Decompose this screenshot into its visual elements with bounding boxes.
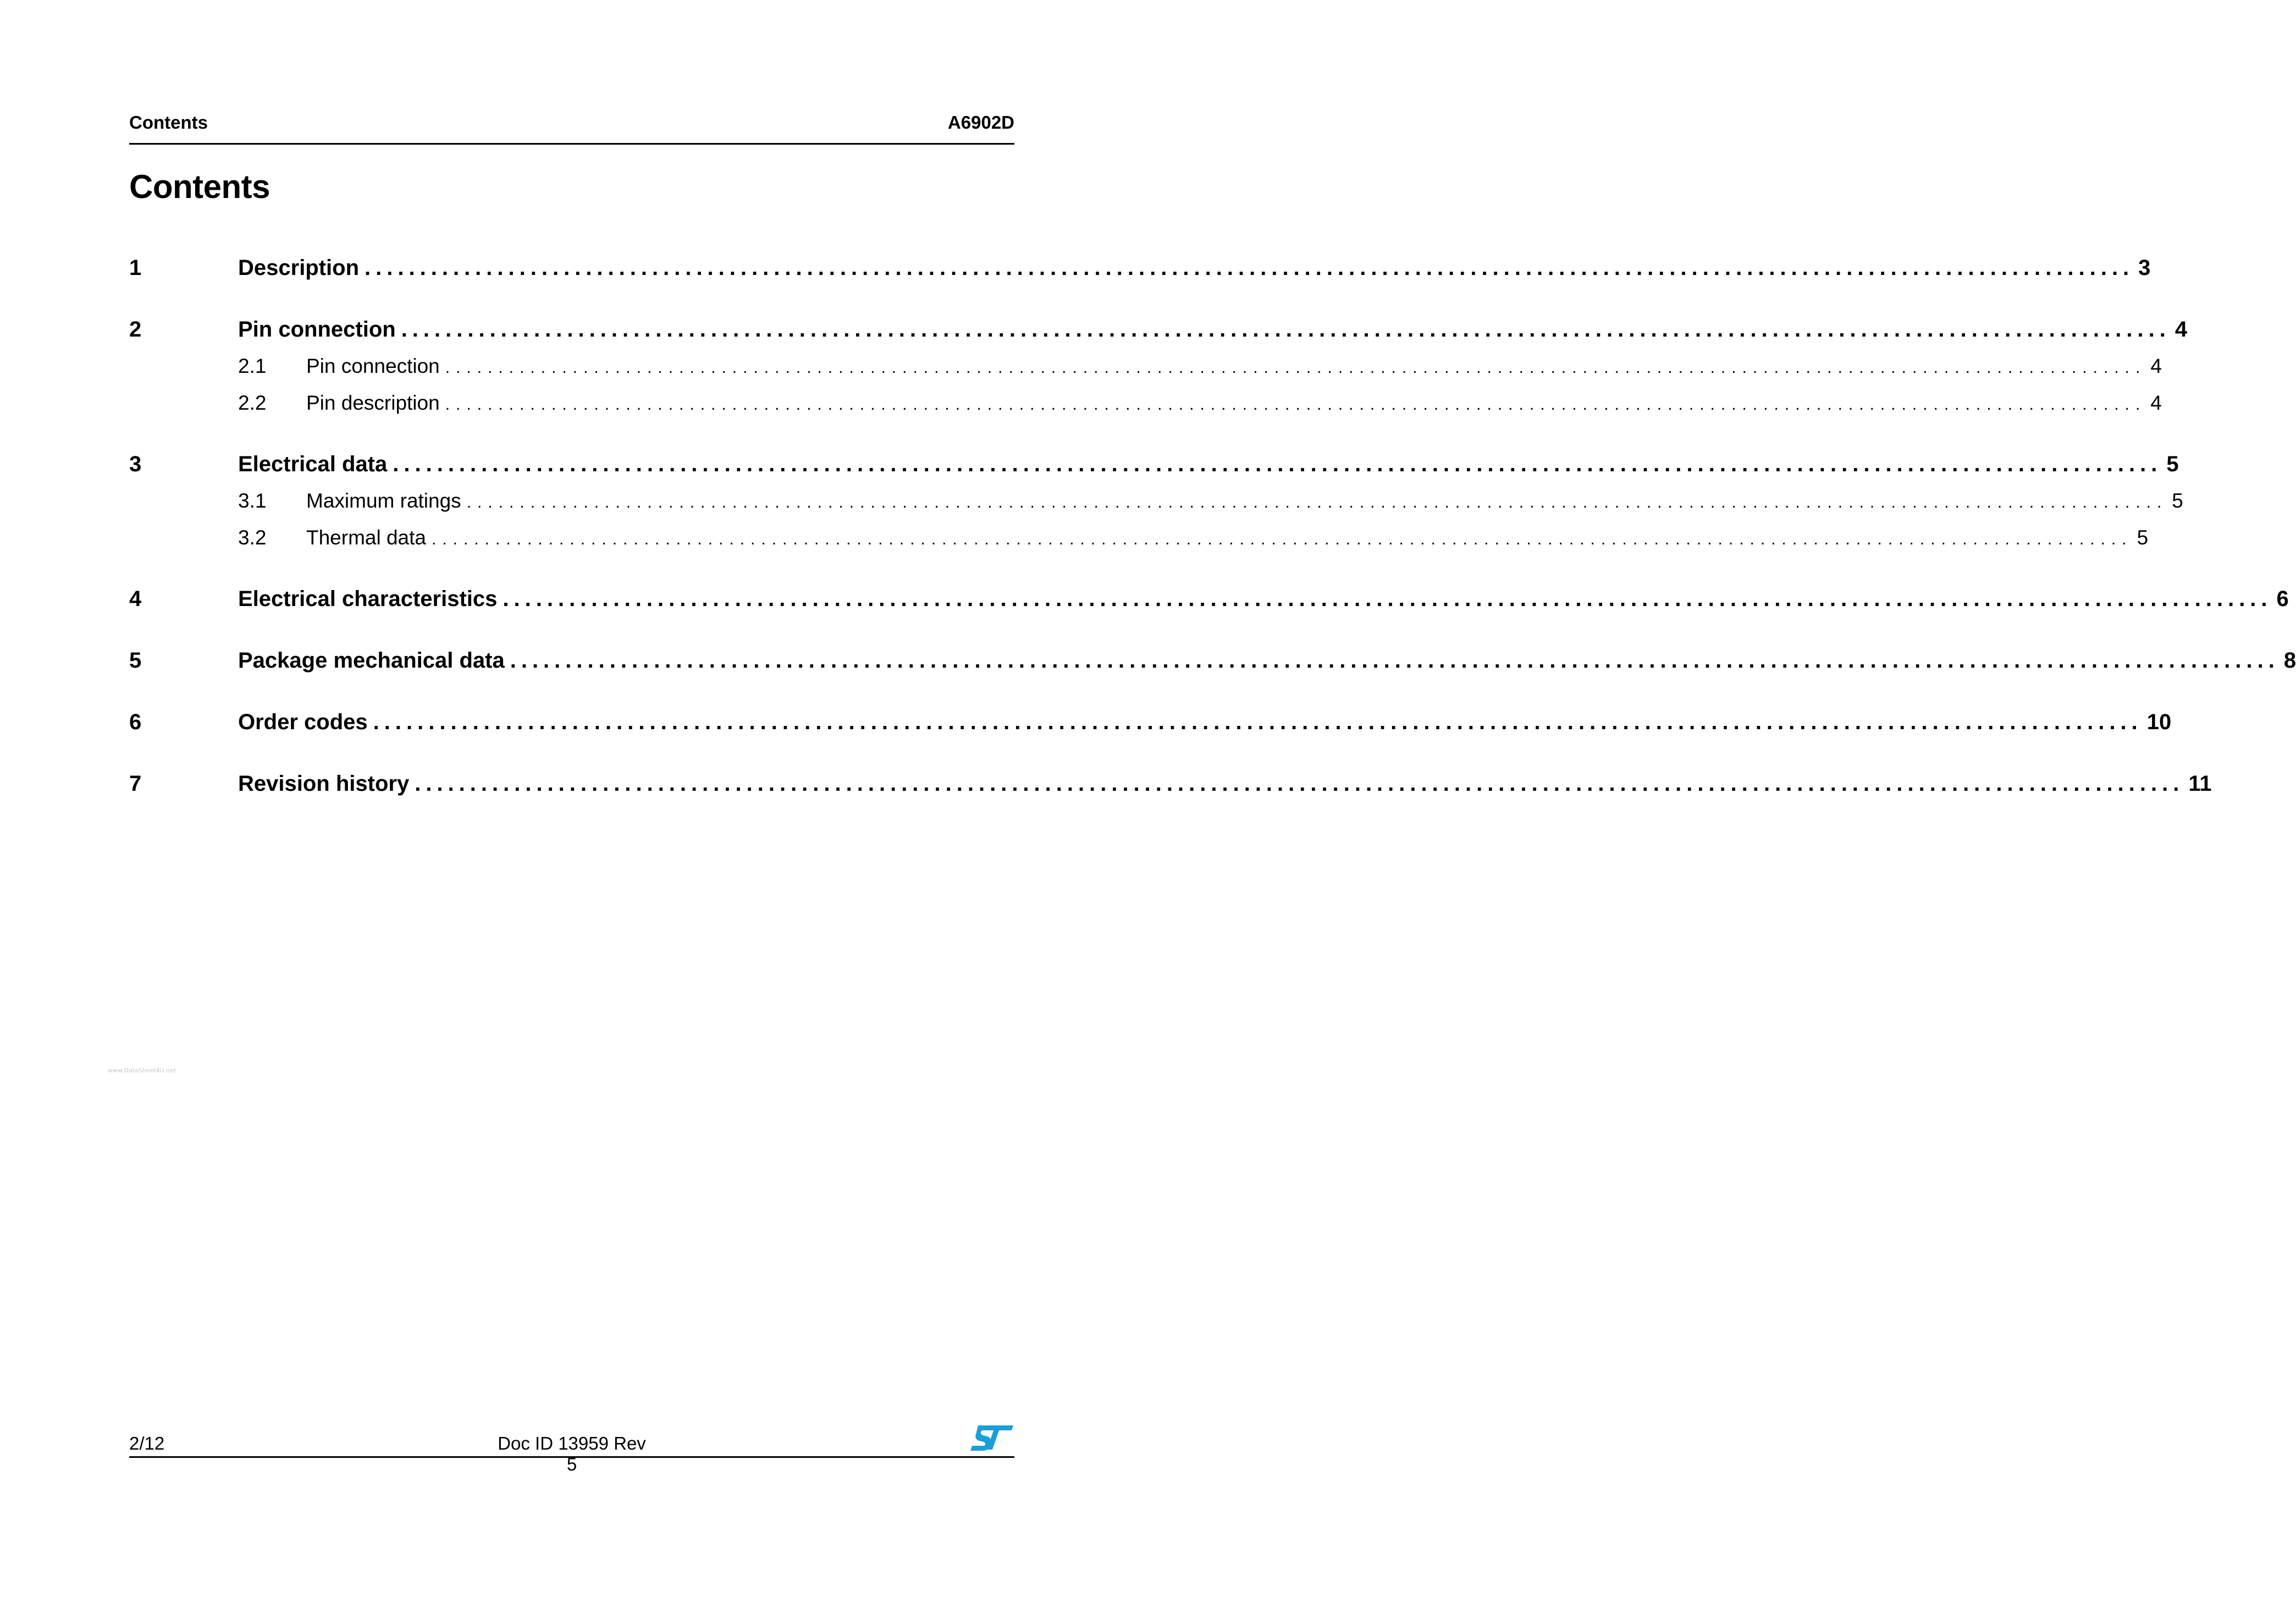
toc-subentry-2-2[interactable]	[129, 392, 2162, 452]
toc-subentry-page: 4	[2150, 355, 2162, 377]
toc-entry-number: 5	[129, 648, 142, 673]
toc-leader-dots: ................................................................................................................................................................	[365, 256, 2134, 280]
toc-subentry-label: Thermal data	[306, 526, 426, 549]
toc-entry-6[interactable]	[129, 710, 2172, 772]
running-header	[129, 110, 1014, 145]
toc-subentry-label: Pin description	[306, 392, 440, 414]
toc-subentry-number: 2.1	[238, 355, 267, 377]
running-footer	[129, 1423, 1014, 1474]
toc-subentry-label: Pin connection	[306, 355, 440, 377]
footer-page-number: 2/12	[129, 1433, 165, 1453]
toc-leader-dots: ................................................................................................................................................................	[466, 493, 2168, 511]
toc-leader-dots: ................................................................................................................................................................	[503, 587, 2272, 611]
toc-subentry-number: 3.2	[238, 526, 267, 549]
toc-entry-number: 3	[129, 452, 142, 476]
toc-leader-dots: ................................................................................................................................................................	[432, 530, 2133, 548]
toc-entry-label: Electrical data	[238, 452, 388, 476]
toc-subentry-page: 4	[2150, 392, 2162, 414]
toc-subentry-3-1[interactable]	[129, 489, 2183, 526]
toc-leader-dots: ................................................................................................................................................................	[415, 772, 2184, 796]
toc-entry-5[interactable]	[129, 648, 2296, 710]
toc-entry-3[interactable]	[129, 452, 2179, 489]
toc-entry-4[interactable]	[129, 587, 2289, 648]
toc-subentry-page: 5	[2172, 489, 2183, 512]
toc-leader-dots: ................................................................................................................................................................	[373, 710, 2143, 734]
toc-leader-dots: ................................................................................................................................................................	[393, 452, 2162, 476]
toc-entry-page: 10	[2146, 710, 2172, 734]
toc-subentry-page: 5	[2137, 526, 2149, 549]
toc-entry-page: 5	[2166, 452, 2179, 476]
toc-leader-dots: ................................................................................................................................................................	[401, 317, 2171, 342]
toc-leader-dots: ................................................................................................................................................................	[510, 648, 2280, 673]
watermark-text: www.DataSheet4U.net	[108, 1067, 176, 1074]
header-section-title: Contents	[129, 112, 208, 133]
toc-entry-number: 4	[129, 587, 142, 611]
toc-entry-label: Description	[238, 256, 360, 280]
toc-subentry-3-2[interactable]	[129, 526, 2149, 587]
toc-entry-number: 7	[129, 772, 142, 796]
toc-subentry-number: 2.2	[238, 392, 267, 414]
toc-entry-7[interactable]	[129, 772, 2212, 833]
toc-entry-1[interactable]	[129, 256, 2151, 317]
toc-entry-page: 4	[2174, 317, 2188, 342]
toc-leader-dots: ................................................................................................................................................................	[445, 359, 2146, 377]
footer-doc-id: Doc ID 13959 Rev 5	[498, 1433, 646, 1474]
page-title: Contents	[129, 168, 270, 205]
toc-subentry-number: 3.1	[238, 489, 267, 512]
table-of-contents	[129, 256, 2296, 833]
toc-entry-label: Package mechanical data	[238, 648, 505, 673]
toc-subentry-2-1[interactable]	[129, 355, 2162, 392]
toc-entry-label: Pin connection	[238, 317, 396, 342]
toc-entry-page: 6	[2276, 587, 2289, 611]
toc-subentry-label: Maximum ratings	[306, 489, 461, 512]
toc-entry-number: 6	[129, 710, 142, 734]
toc-entry-number: 1	[129, 256, 142, 280]
toc-leader-dots: ................................................................................................................................................................	[445, 395, 2146, 414]
toc-entry-page: 3	[2138, 256, 2151, 280]
header-part-number: A6902D	[947, 112, 1014, 133]
toc-entry-label: Order codes	[238, 710, 368, 734]
st-logo-icon	[969, 1423, 1014, 1453]
toc-entry-page: 8	[2283, 648, 2296, 673]
toc-entry-page: 11	[2188, 772, 2212, 796]
toc-entry-label: Electrical characteristics	[238, 587, 498, 611]
toc-entry-2[interactable]	[129, 317, 2188, 355]
toc-entry-number: 2	[129, 317, 142, 342]
toc-entry-label: Revision history	[238, 772, 410, 796]
